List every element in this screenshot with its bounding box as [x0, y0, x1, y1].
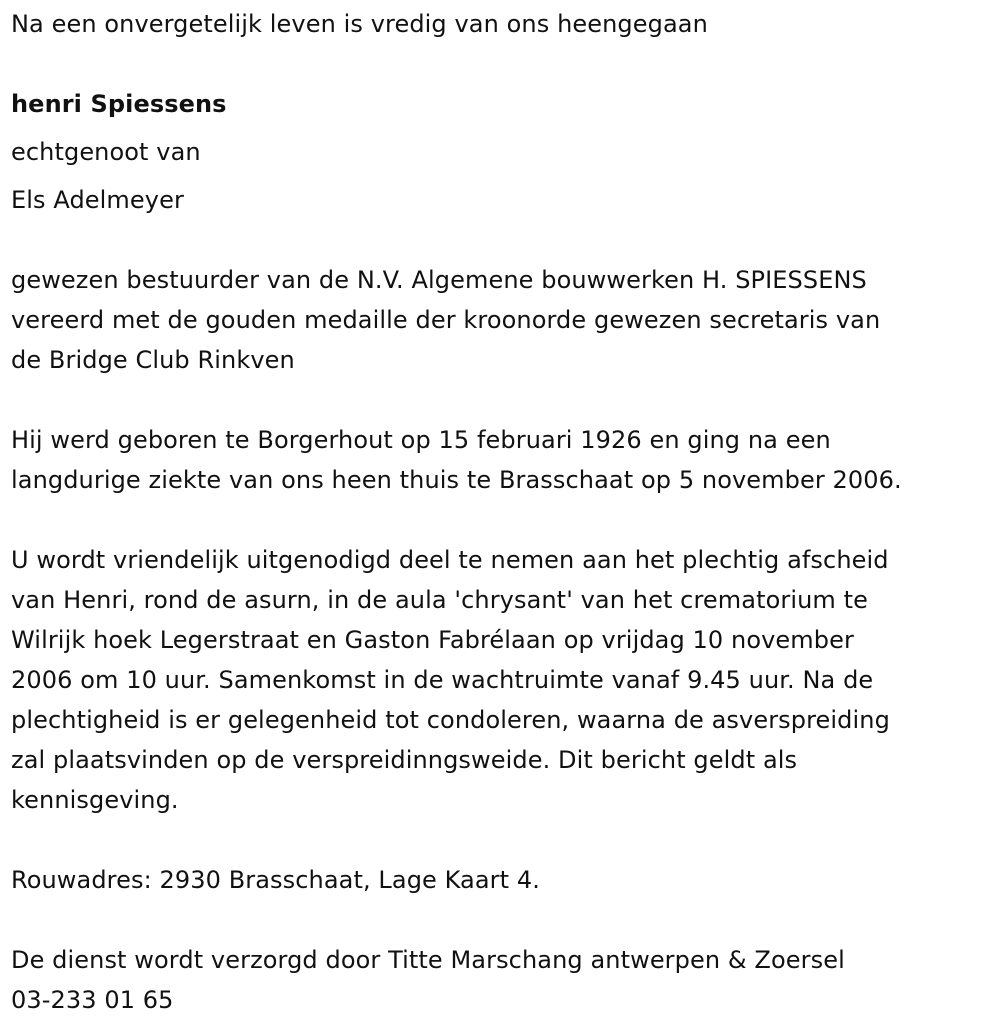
- invitation-line: van Henri, rond de asurn, in de aula 'chrysant' van het crematorium te: [11, 586, 868, 614]
- invitation-line: 2006 om 10 uur. Samenkomst in de wachtruimte vanaf 9.45 uur. Na de: [11, 666, 874, 694]
- invitation-line: U wordt vriendelijk uitgenodigd deel te nemen aan het plechtig afscheid: [11, 546, 889, 574]
- career-line: gewezen bestuurder van de N.V. Algemene bouwwerken H. SPIESSENS: [11, 266, 867, 294]
- relation-text: echtgenoot van: [11, 138, 201, 166]
- invitation-line: zal plaatsvinden op de verspreidinngsweide. Dit bericht geldt als: [11, 746, 798, 774]
- invitation-line: plechtigheid is er gelegenheid tot condoleren, waarna de asverspreiding: [11, 706, 890, 734]
- phone-number: 03-233 01 65: [11, 986, 174, 1014]
- life-line: langdurige ziekte van ons heen thuis te Brasschaat op 5 november 2006.: [11, 466, 902, 494]
- mourning-address: Rouwadres: 2930 Brasschaat, Lage Kaart 4.: [11, 866, 540, 894]
- spouse-name: Els Adelmeyer: [11, 186, 184, 214]
- service-line: De dienst wordt verzorgd door Titte Marschang antwerpen & Zoersel: [11, 946, 845, 974]
- life-line: Hij werd geboren te Borgerhout op 15 februari 1926 en ging na een: [11, 426, 831, 454]
- deceased-name: henri Spiessens: [11, 90, 227, 118]
- career-line: de Bridge Club Rinkven: [11, 346, 295, 374]
- intro-text: Na een onvergetelijk leven is vredig van ons heengegaan: [11, 10, 708, 38]
- invitation-line: kennisgeving.: [11, 786, 179, 814]
- career-line: vereerd met de gouden medaille der kroonorde gewezen secretaris van: [11, 306, 881, 334]
- invitation-line: Wilrijk hoek Legerstraat en Gaston Fabrélaan op vrijdag 10 november: [11, 626, 854, 654]
